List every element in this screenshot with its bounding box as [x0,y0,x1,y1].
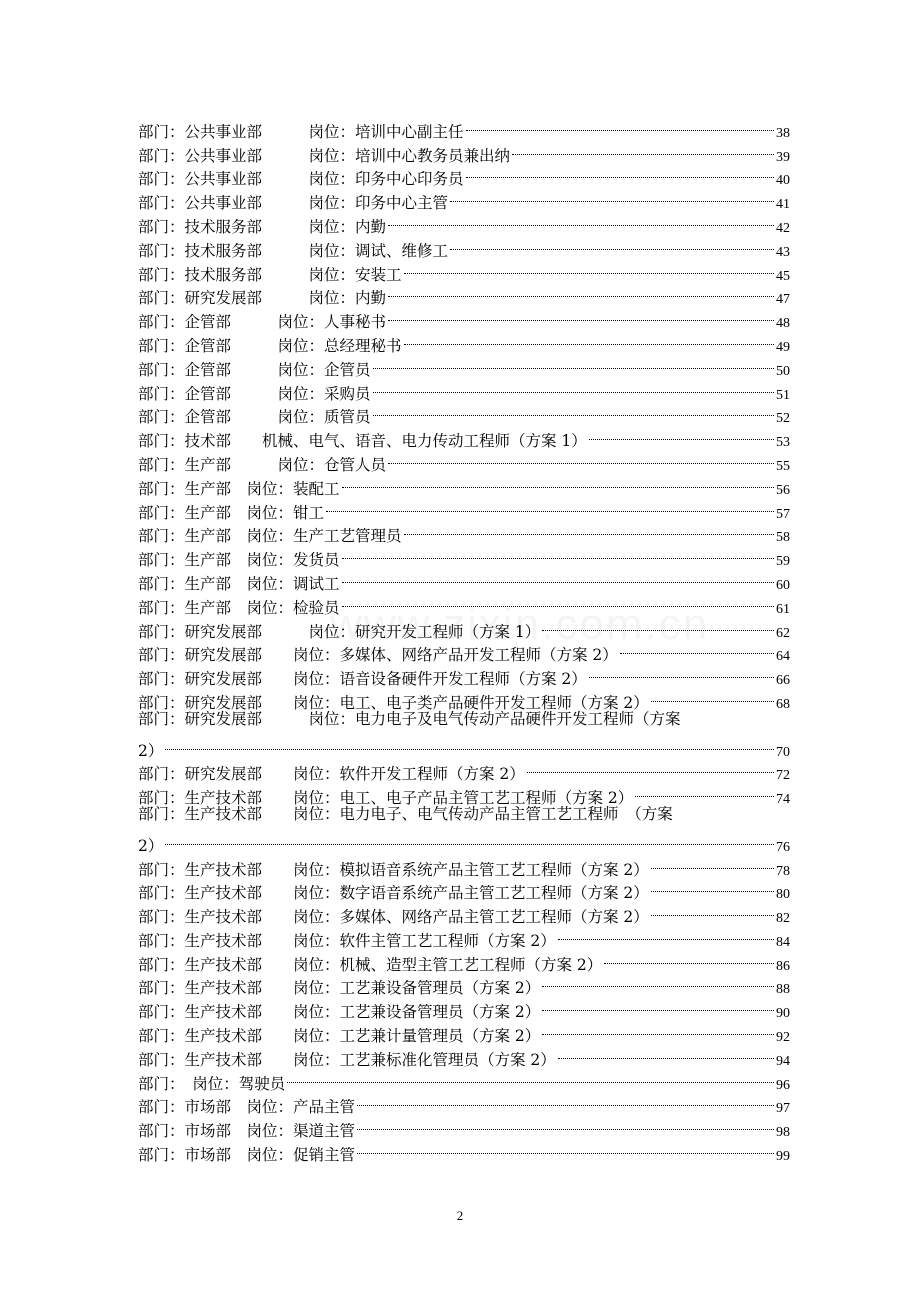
toc-page-number: 70 [776,744,790,760]
dot-leader [558,1041,774,1065]
toc-page-number: 88 [776,982,790,998]
toc-entry-label: 部门：生产部 岗位：装配工 [138,479,340,498]
toc-page-number: 99 [776,1149,790,1165]
dot-leader [388,280,774,304]
toc-entry-label: 部门：研究发展部 岗位：电工、电子类产品硬件开发工程师（方案 2） [138,693,649,712]
dot-leader [512,137,774,161]
toc-entry[interactable] [138,803,790,855]
toc-page-number: 66 [776,673,790,689]
toc-entry-label: 部门：生产技术部 岗位：工艺兼标准化管理员（方案 2） [138,1050,556,1069]
toc-entry-label: 部门：企管部 岗位：质管员 [138,408,371,427]
toc-entry-label: 部门：研究发展部 岗位：研究开发工程师（方案 1） [138,622,541,641]
toc-page-number: 60 [776,577,790,593]
toc-page-number: 80 [776,887,790,903]
toc-entry-label: 部门：研究发展部 岗位：语音设备硬件开发工程师（方案 2） [138,670,587,689]
toc-entry[interactable] [138,756,790,784]
dot-leader [604,946,774,970]
toc-entry-label: 部门：生产技术部 岗位：多媒体、网络产品主管工艺工程师（方案 2） [138,908,649,927]
toc-page-number: 50 [776,363,790,379]
toc-entry-label: 部门：市场部 岗位：渠道主管 [138,1122,356,1141]
toc-entry-label: 部门：生产部 岗位：调试工 [138,574,340,593]
toc-entry-label: 部门：生产部 岗位：仓管人员 [138,455,387,474]
dot-leader [287,1065,774,1089]
toc-page-number: 52 [776,411,790,427]
toc-page-number: 61 [776,601,790,617]
dot-leader [542,613,774,637]
dot-leader [404,256,774,280]
toc-entry-label: 部门：公共事业部 岗位：培训中心副主任 [138,122,464,141]
toc-page-number: 97 [776,1101,790,1117]
toc-entry-label: 部门：公共事业部 岗位：印务中心印务员 [138,170,464,189]
toc-entry-label: 部门：研究发展部 岗位：多媒体、网络产品开发工程师（方案 2） [138,646,618,665]
toc-entry-label: 部门：生产技术部 岗位：机械、造型主管工艺工程师（方案 2） [138,955,603,974]
toc-page-number: 90 [776,1006,790,1022]
toc-entry-label-line1: 部门：生产技术部 岗位：电力电子、电气传动产品主管工艺工程师 （方案 [138,805,673,824]
dot-leader [466,113,774,137]
toc-entry-label: 部门：生产部 岗位：钳工 [138,503,325,522]
toc-entry-label: 部门：技术部 机械、电气、语音、电力传动工程师（方案 1） [138,432,587,451]
toc-page-number: 53 [776,435,790,451]
toc-entry-label: 部门：生产技术部 岗位：工艺兼计量管理员（方案 2） [138,1027,541,1046]
toc-entry-label: 部门：研究发展部 岗位：内勤 [138,289,387,308]
toc-entry-label: 部门：市场部 岗位：产品主管 [138,1098,356,1117]
toc-page-number: 68 [776,696,790,712]
dot-leader [450,184,774,208]
dot-leader [651,875,774,899]
toc-entry[interactable] [138,708,790,760]
dot-leader [165,732,774,756]
dot-leader [357,1112,774,1136]
toc-page-number: 92 [776,1030,790,1046]
toc-entry-label-line1: 部门：研究发展部 岗位：电力电子及电气传动产品硬件开发工程师（方案 [138,709,681,728]
toc-page-number: 48 [776,316,790,332]
dot-leader [388,303,774,327]
dot-leader [404,518,774,542]
toc-entry-label: 部门：市场部 岗位：促销主管 [138,1146,356,1165]
toc-entry-label-line2: 2） [138,836,164,855]
toc-page-number: 38 [776,125,790,141]
toc-entry-label: 部门：生产技术部 岗位：电工、电子产品主管工艺工程师（方案 2） [138,789,634,808]
dot-leader [450,232,774,256]
toc-page-number: 64 [776,649,790,665]
dot-leader [342,565,774,589]
toc-entry-label: 部门：生产技术部 岗位：软件主管工艺工程师（方案 2） [138,931,556,950]
toc-page-number: 51 [776,387,790,403]
dot-leader [651,898,774,922]
toc-page-number: 58 [776,530,790,546]
toc-entry-label: 部门：技术服务部 岗位：安装工 [138,265,402,284]
toc-entry-label: 部门：技术服务部 岗位：内勤 [138,217,387,236]
toc-page-number: 47 [776,292,790,308]
toc-page-number: 84 [776,934,790,950]
toc-entry-label: 部门：生产技术部 岗位：工艺兼设备管理员（方案 2） [138,1003,541,1022]
toc-page-number: 74 [776,792,790,808]
toc-page-number: 76 [776,839,790,855]
dot-leader [542,993,774,1017]
toc-entry-label: 部门：公共事业部 岗位：培训中心教务员兼出纳 [138,146,511,165]
toc-entry-label: 部门：生产技术部 岗位：数字语音系统产品主管工艺工程师（方案 2） [138,884,649,903]
dot-leader [542,1017,774,1041]
dot-leader [527,756,774,780]
dot-leader [342,541,774,565]
toc-entry-label: 部门：研究发展部 岗位：软件开发工程师（方案 2） [138,765,525,784]
toc-page-number: 96 [776,1077,790,1093]
dot-leader [466,161,774,185]
toc-page-number: 49 [776,339,790,355]
toc-page-number: 57 [776,506,790,522]
toc-page-number: 40 [776,173,790,189]
page-number: 2 [456,1208,464,1223]
dot-leader [589,660,774,684]
toc-page-number: 59 [776,554,790,570]
toc-page-number: 86 [776,958,790,974]
toc-entry-label: 部门：生产部 岗位：检验员 [138,598,340,617]
toc-page-number: 42 [776,220,790,236]
dot-leader [620,637,774,661]
dot-leader [165,827,774,851]
toc-entry-label: 部门：技术服务部 岗位：调试、维修工 [138,241,449,260]
table-of-contents [138,113,790,1165]
toc-entry-label-line2: 2） [138,741,164,760]
dot-leader [357,1089,774,1113]
dot-leader [342,470,774,494]
toc-entry[interactable] [138,851,790,879]
toc-entry[interactable] [138,113,790,141]
dot-leader [635,779,774,803]
toc-entry-label: 部门：企管部 岗位：人事秘书 [138,313,387,332]
toc-page-number: 39 [776,149,790,165]
dot-leader [326,494,774,518]
toc-entry-label: 部门：生产技术部 岗位：工艺兼设备管理员（方案 2） [138,979,541,998]
dot-leader [589,422,774,446]
toc-page-number: 43 [776,244,790,260]
dot-leader [651,851,774,875]
toc-page-number: 78 [776,863,790,879]
toc-entry-label: 部门：企管部 岗位：企管员 [138,360,371,379]
toc-page-number: 98 [776,1125,790,1141]
dot-leader [558,922,774,946]
dot-leader [388,208,774,232]
toc-page-number: 41 [776,197,790,213]
toc-page-number: 62 [776,625,790,641]
toc-page-number: 56 [776,482,790,498]
toc-entry-label: 部门： 岗位：驾驶员 [138,1074,286,1093]
dot-leader [373,375,774,399]
dot-leader [357,1136,774,1160]
dot-leader [651,684,774,708]
dot-leader [404,327,774,351]
dot-leader [373,399,774,423]
toc-entry-label: 部门：生产部 岗位：发货员 [138,551,340,570]
toc-page-number: 55 [776,458,790,474]
dot-leader [373,351,774,375]
toc-entry-label: 部门：生产技术部 岗位：模拟语音系统产品主管工艺工程师（方案 2） [138,860,649,879]
toc-entry-label: 部门：企管部 岗位：总经理秘书 [138,336,402,355]
dot-leader [542,970,774,994]
toc-entry-label: 部门：公共事业部 岗位：印务中心主管 [138,194,449,213]
toc-entry-label: 部门：生产部 岗位：生产工艺管理员 [138,527,402,546]
toc-page-number: 45 [776,268,790,284]
dot-leader [342,589,774,613]
toc-entry-label: 部门：企管部 岗位：采购员 [138,384,371,403]
toc-page-number: 82 [776,911,790,927]
dot-leader [388,446,774,470]
toc-page-number: 72 [776,768,790,784]
toc-page-number: 94 [776,1053,790,1069]
